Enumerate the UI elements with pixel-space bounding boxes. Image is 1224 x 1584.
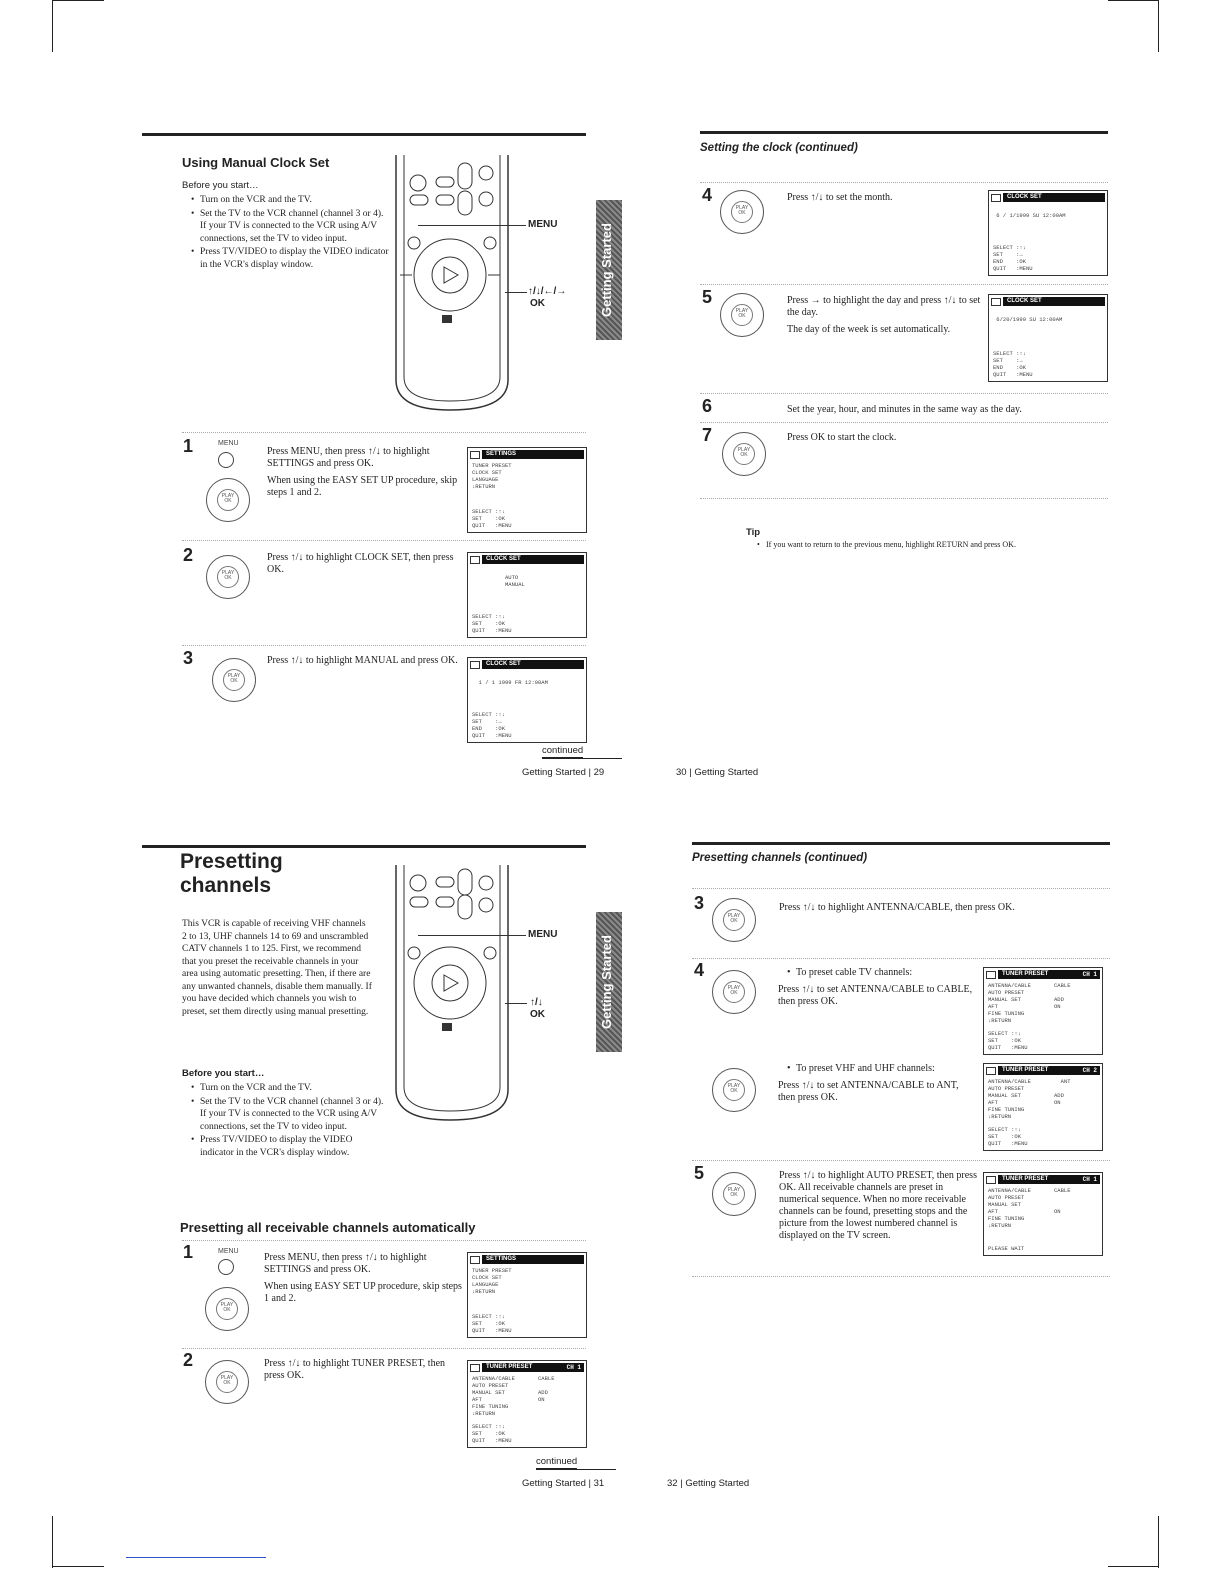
step-divider — [700, 284, 1108, 285]
step-text — [787, 295, 987, 341]
menu-button-icon — [218, 1259, 234, 1275]
screen-title: CLOCK SET — [1003, 297, 1105, 306]
crop-mark — [1108, 0, 1158, 1]
prereq-item: • Press TV/VIDEO to display the VIDEO indicator in the VCR's display window. — [200, 246, 390, 271]
section-heading: Using Manual Clock Set — [182, 155, 330, 170]
screen-channel: CH 1 — [1080, 970, 1100, 979]
top-rule — [142, 845, 586, 848]
step-text — [267, 552, 467, 581]
osd-screen — [467, 1252, 587, 1338]
play-dial-icon: PLAY OK — [722, 432, 766, 476]
step-number: 2 — [183, 545, 194, 565]
play-dial-icon: PLAY OK — [720, 293, 764, 337]
continued-rule — [536, 1469, 616, 1470]
osd-screen — [467, 657, 587, 743]
step-divider — [692, 888, 1110, 889]
step-text: Press ↑/↓ to set ANTENNA/CABLE to ANT, then press OK. — [778, 1080, 959, 1103]
step-text: Press ↑/↓ to set ANTENNA/CABLE to CABLE, then press OK. — [778, 984, 973, 1007]
top-rule — [692, 842, 1110, 845]
remote-ok-label: OK — [530, 298, 545, 309]
page-link-underline — [126, 1557, 266, 1558]
osd-screen — [467, 1360, 587, 1448]
step-number: 5 — [694, 1163, 705, 1183]
screen-footer: SELECT :↑↓ SET :→ END :OK QUIT :MENU — [993, 350, 1033, 378]
menu-callout-line — [418, 935, 526, 936]
prereq-item: • Set the TV to the VCR channel (channel 3 or 4). If your TV is connected to the VCR using A/V connections, set the TV to video input. — [200, 1096, 385, 1134]
screen-title: CLOCK SET — [1003, 193, 1105, 202]
screen-footer: SELECT :↑↓ SET :OK QUIT :MENU — [472, 1313, 512, 1334]
tv-icon — [470, 556, 480, 564]
continued-heading: Setting the clock (continued) — [700, 142, 858, 154]
prereq-list — [191, 1082, 385, 1160]
step-divider — [700, 422, 1108, 423]
screen-title: TUNER PRESET — [998, 1175, 1080, 1184]
section-tab-label: Getting Started — [599, 223, 614, 317]
screen-footer: SELECT :↑↓ SET :→ END :OK QUIT :MENU — [472, 711, 512, 739]
osd-screen — [988, 190, 1108, 276]
remote-menu-label: MENU — [528, 929, 558, 940]
step-divider — [182, 432, 586, 433]
page-folio: 32 | Getting Started — [667, 1478, 750, 1489]
step-text — [267, 655, 462, 672]
screen-title: SETTINGS — [482, 1255, 584, 1264]
osd-screen — [983, 1172, 1103, 1256]
screen-footer: SELECT :↑↓ SET :OK QUIT :MENU — [988, 1126, 1028, 1147]
page-title — [180, 850, 283, 898]
menu-button-label: MENU — [218, 1248, 239, 1255]
prereq-list — [191, 194, 390, 272]
play-dial-icon: PLAY OK — [212, 658, 256, 702]
osd-screen — [983, 1063, 1103, 1151]
continued-rule — [542, 758, 622, 759]
step-number: 4 — [694, 960, 705, 980]
crop-mark — [52, 1566, 104, 1567]
osd-screen — [983, 967, 1103, 1055]
step-text — [264, 1358, 464, 1387]
arrows-callout-line — [505, 292, 527, 293]
screen-body: AUTO MANUAL — [505, 574, 525, 588]
play-dial-icon: PLAY OK — [205, 1360, 249, 1404]
screen-title: TUNER PRESET — [998, 1066, 1080, 1075]
step-paragraph: When using the EASY SET UP procedure, skip steps 1 and 2. — [267, 475, 458, 498]
crop-mark — [52, 1516, 53, 1568]
page-folio: 30 | Getting Started — [676, 767, 759, 778]
remote-control-drawing — [390, 155, 530, 415]
option-bullet: • To preset cable TV channels: — [796, 967, 986, 979]
screen-body: ANTENNA/CABLE CABLE AUTO PRESET MANUAL SET AFT ON FINE TUNING ↓RETURN — [988, 1187, 1071, 1229]
top-rule — [700, 131, 1108, 134]
screen-title: CLOCK SET — [482, 555, 584, 564]
crop-mark — [1158, 1516, 1159, 1568]
step-text: Press ↑/↓ to highlight AUTO PRESET, then press OK. All receivable channels are preset in numerical sequence. When no more receivable channels can be found, presetting stops and the picture from the lowest numbered channel is displayed on the TV screen. — [779, 1170, 977, 1241]
step-paragraph: Press MENU, then press ↑/↓ to highlight SETTINGS and press OK. — [267, 446, 430, 469]
step-divider — [700, 393, 1108, 394]
remote-menu-label: MENU — [528, 219, 558, 230]
step-text — [264, 1252, 464, 1310]
step-divider — [182, 1348, 586, 1349]
prereq-item: • Turn on the VCR and the TV. — [200, 194, 390, 207]
step-divider — [700, 498, 1108, 499]
step-text: Press ↑/↓ to highlight ANTENNA/CABLE, then press OK. — [779, 902, 1015, 913]
screen-footer: SELECT :↑↓ SET :OK QUIT :MENU — [988, 1030, 1028, 1051]
continued-heading: Presetting channels (continued) — [692, 852, 868, 864]
step-paragraph: Press → to highlight the day and press ↑/↓ to set the day. — [787, 295, 981, 318]
step-divider — [182, 540, 586, 541]
tv-icon — [470, 1364, 480, 1372]
osd-screen — [467, 552, 587, 638]
crop-mark — [52, 0, 104, 1]
page-folio: Getting Started | 31 — [522, 1478, 605, 1489]
tv-icon — [986, 971, 996, 979]
step-text: Set the year, hour, and minutes in the same way as the day. — [787, 404, 1022, 415]
screen-channel: CH 1 — [1080, 1175, 1100, 1184]
menu-button-icon — [218, 452, 234, 468]
tip-label: Tip — [746, 527, 761, 538]
step-paragraph: When using EASY SET UP procedure, skip steps 1 and 2. — [264, 1281, 462, 1304]
page-title-line: channels — [180, 874, 272, 897]
step-text: Press ↑/↓ to set the month. — [787, 192, 893, 203]
tv-icon — [986, 1176, 996, 1184]
menu-button-label: MENU — [218, 440, 239, 447]
step-paragraph: Press ↑/↓ to highlight TUNER PRESET, then press OK. — [264, 1358, 446, 1381]
tv-icon — [986, 1067, 996, 1075]
page-title-line: Presetting — [180, 850, 283, 873]
tip-text: • If you want to return to the previous menu, highlight RETURN and press OK. — [766, 540, 1126, 549]
play-dial-icon: PLAY OK — [206, 478, 250, 522]
remote-control-drawing — [390, 865, 530, 1125]
prereq-item: • Turn on the VCR and the TV. — [200, 1082, 385, 1095]
play-dial-icon: PLAY OK — [712, 970, 756, 1014]
option-bullet: • To preset VHF and UHF channels: — [796, 1063, 986, 1075]
step-text: Press OK to start the clock. — [787, 432, 897, 443]
step-text — [267, 446, 467, 504]
step-paragraph: Press MENU, then press ↑/↓ to highlight SETTINGS and press OK. — [264, 1252, 427, 1275]
screen-title: TUNER PRESET — [482, 1363, 564, 1372]
play-dial-icon: PLAY OK — [720, 190, 764, 234]
step-number: 4 — [702, 185, 713, 205]
prereq-item: • Press TV/VIDEO to display the VIDEO indicator in the VCR's display window. — [200, 1134, 385, 1159]
play-dial-icon: PLAY OK — [712, 1172, 756, 1216]
screen-footer: SELECT :↑↓ SET :OK QUIT :MENU — [472, 1423, 512, 1444]
screen-footer: SELECT :↑↓ SET :OK QUIT :MENU — [472, 613, 512, 634]
continued-label: continued — [542, 745, 584, 756]
tip-list — [757, 540, 1126, 550]
remote-arrows-label: ↑/↓/←/→ — [528, 286, 567, 297]
screen-body: ANTENNA/CABLE CABLE AUTO PRESET MANUAL SET ADD AFT ON FINE TUNING ↓RETURN — [988, 982, 1071, 1024]
step-number: 3 — [183, 648, 194, 668]
play-dial-icon: PLAY OK — [712, 1068, 756, 1112]
tv-icon — [991, 194, 1001, 202]
step-number: 2 — [183, 1350, 194, 1370]
play-dial-icon: PLAY OK — [206, 555, 250, 599]
before-you-start: Before you start… — [182, 1068, 265, 1079]
step-divider — [692, 958, 1110, 959]
step-number: 5 — [702, 287, 713, 307]
arrows-callout-line — [505, 1003, 527, 1004]
screen-body: 6 / 1/1999 SU 12:00AM — [996, 212, 1066, 219]
play-dial-icon: PLAY OK — [712, 898, 756, 942]
tv-icon — [991, 298, 1001, 306]
play-dial-icon: PLAY OK — [205, 1287, 249, 1331]
screen-body: 1 / 1 1999 FR 12:00AM — [478, 679, 548, 686]
screen-title: CLOCK SET — [482, 660, 584, 669]
screen-body: TUNER PRESET CLOCK SET LANGUAGE ↓RETURN — [472, 1267, 512, 1295]
step-number: 6 — [702, 396, 713, 416]
crop-mark — [52, 0, 53, 52]
screen-body: 6/20/1999 SU 12:00AM — [996, 316, 1063, 323]
crop-mark — [1158, 0, 1159, 52]
screen-footer: SELECT :↑↓ SET :OK QUIT :MENU — [472, 508, 512, 529]
prereq-item: • Set the TV to the VCR channel (channel 3 or 4). If your TV is connected to the VCR using A/V connections, set the TV to video input. — [200, 208, 390, 246]
subsection-heading: Presetting all receivable channels automatically — [180, 1220, 476, 1235]
screen-body: ANTENNA/CABLE CABLE AUTO PRESET MANUAL SET ADD AFT ON FINE TUNING ↓RETURN — [472, 1375, 555, 1417]
step-paragraph: The day of the week is set automatically. — [787, 324, 951, 335]
screen-title: TUNER PRESET — [998, 970, 1080, 979]
step-number: 1 — [183, 1242, 194, 1262]
step-number: 1 — [183, 436, 194, 456]
osd-screen — [467, 447, 587, 533]
tv-icon — [470, 1256, 480, 1264]
remote-arrows-label: ↑/↓ — [530, 997, 543, 1008]
option-list — [787, 1063, 986, 1076]
screen-body: ANTENNA/CABLE ANT AUTO PRESET MANUAL SET ADD AFT ON FINE TUNING ↓RETURN — [988, 1078, 1071, 1120]
screen-channel: CH 1 — [564, 1363, 584, 1372]
intro-paragraph: This VCR is capable of receiving VHF channels 2 to 13, UHF channels 14 to 69 and unscrambled CATV channels 1 to 125. First, we recommend that you preset the receivable channels in your area using automatic presetting. Then, if there are any unwanted channels, disable them manually. If you have decided which channels you wish to preset, set them directly using manual presetting. — [182, 919, 372, 1017]
remote-ok-label: OK — [530, 1009, 545, 1020]
step-divider — [182, 1240, 586, 1241]
screen-title: SETTINGS — [482, 450, 584, 459]
section-tab — [596, 912, 622, 1052]
step-divider — [182, 645, 586, 646]
screen-footer: SELECT :↑↓ SET :→ END :OK QUIT :MENU — [993, 244, 1033, 272]
step-number: 7 — [702, 425, 713, 445]
step-divider — [692, 1276, 1110, 1277]
screen-channel: CH 2 — [1080, 1066, 1100, 1075]
continued-label: continued — [536, 1456, 578, 1467]
tv-icon — [470, 451, 480, 459]
step-number: 3 — [694, 893, 705, 913]
top-rule — [142, 133, 586, 136]
step-paragraph: Press ↑/↓ to highlight MANUAL and press OK. — [267, 655, 458, 666]
option-list — [787, 967, 986, 980]
step-paragraph: Press ↑/↓ to highlight CLOCK SET, then press OK. — [267, 552, 454, 575]
crop-mark — [1108, 1566, 1158, 1567]
screen-footer: PLEASE WAIT — [988, 1245, 1025, 1252]
step-divider — [700, 182, 1108, 183]
page-folio: Getting Started | 29 — [522, 767, 605, 778]
menu-callout-line — [418, 225, 526, 226]
screen-body: TUNER PRESET CLOCK SET LANGUAGE ↓RETURN — [472, 462, 512, 490]
osd-screen — [988, 294, 1108, 382]
before-you-start: Before you start… — [182, 180, 259, 191]
step-divider — [692, 1160, 1110, 1161]
section-tab-label: Getting Started — [599, 935, 614, 1029]
section-tab — [596, 200, 622, 340]
tv-icon — [470, 661, 480, 669]
